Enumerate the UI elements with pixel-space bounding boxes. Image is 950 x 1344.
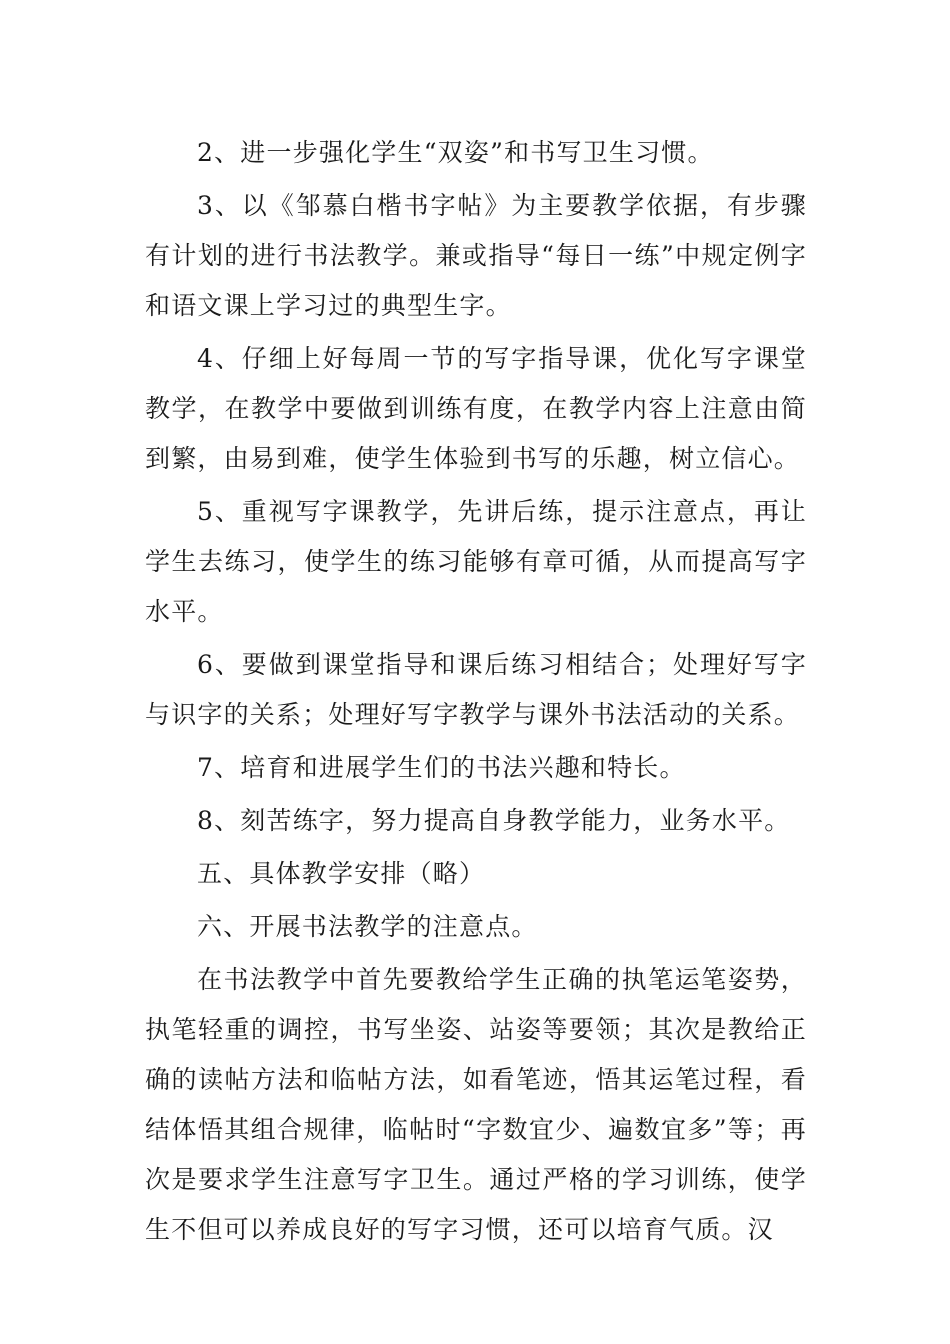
paragraph-item-5: 5、重视写字课教学，先讲后练，提示注意点，再让学生去练习，使学生的练习能够有章可循，从而提高写字水平。 <box>145 497 807 626</box>
paragraph-item-8: 8、刻苦练字，努力提高自身教学能力，业务水平。 <box>197 806 791 835</box>
section-heading-five: 五、具体教学安排（略） <box>197 859 486 888</box>
paragraph-item-6: 6、要做到课堂指导和课后练习相结合；处理好写字与识字的关系；处理好写字教学与课外书法活动的关系。 <box>145 650 807 729</box>
paragraph-item-4: 4、仔细上好每周一节的写字指导课，优化写字课堂教学，在教学中要做到训练有度，在教学内容上注意由简到繁，由易到难，使学生体验到书写的乐趣，树立信心。 <box>145 344 807 473</box>
document-body <box>145 128 807 1258</box>
paragraph-item-2: 2、进一步强化学生“双姿”和书写卫生习惯。 <box>197 138 714 167</box>
section-heading-six: 六、开展书法教学的注意点。 <box>197 912 538 941</box>
body-paragraph: 在书法教学中首先要教给学生正确的执笔运笔姿势，执笔轻重的调控，书写坐姿、站姿等要领；其次是教给正确的读帖方法和临帖方法，如看笔迹，悟其运笔过程，看结体悟其组合规律，临帖时“字数宜少、遍数宜多”等；再次是要求学生注意写字卫生。通过严格的学习训练，使学生不但可以养成良好的写字习惯，还可以培育气质。汉 <box>145 965 807 1244</box>
paragraph-item-7: 7、培育和进展学生们的书法兴趣和特长。 <box>197 753 686 782</box>
paragraph-item-3: 3、以《邹慕白楷书字帖》为主要教学依据，有步骤有计划的进行书法教学。兼或指导“每日一练”中规定例字和语文课上学习过的典型生字。 <box>145 191 807 320</box>
